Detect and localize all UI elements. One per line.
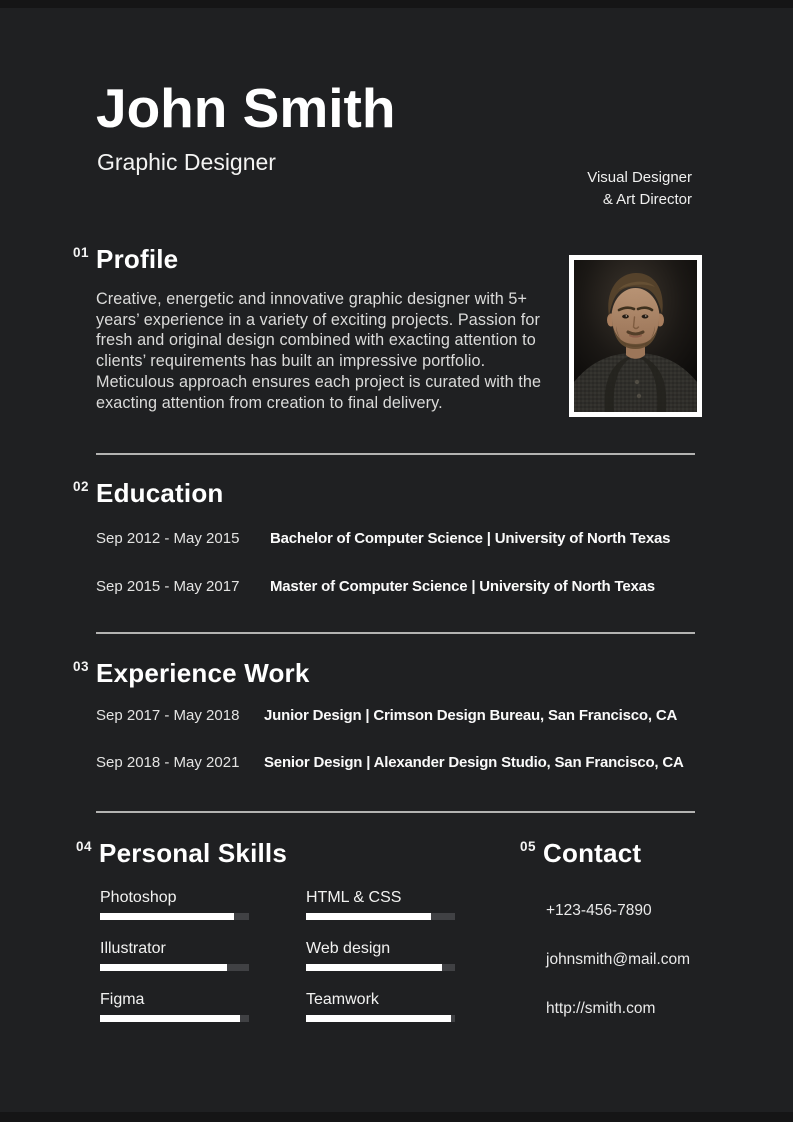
skill-bar-track [100, 1015, 249, 1022]
skill-label: Teamwork [306, 991, 379, 1008]
education-row [96, 577, 670, 596]
skill-item [306, 888, 455, 920]
education-list [96, 529, 670, 625]
section-heading-experience [73, 658, 310, 688]
section-heading-skills [76, 838, 287, 868]
skill-item [100, 990, 249, 1022]
section-heading-contact [520, 838, 641, 868]
person-name: John Smith [96, 77, 396, 139]
section-number: 01 [73, 245, 90, 260]
skill-bar-track [100, 913, 249, 920]
skill-label: Photoshop [100, 889, 177, 906]
skills-column-right [306, 888, 455, 1041]
skill-bar-fill [100, 964, 227, 971]
section-heading-profile [73, 244, 178, 274]
tagline-line-1: Visual Designer [587, 169, 692, 186]
skills-column-left [100, 888, 249, 1041]
profile-photo [569, 255, 702, 417]
experience-row [96, 706, 684, 725]
person-role: Graphic Designer [97, 149, 276, 175]
bottom-border-band [0, 1112, 793, 1122]
skill-bar-track [100, 964, 249, 971]
education-detail: Bachelor of Computer Science | University of North Texas [270, 530, 671, 547]
section-title: Experience Work [96, 658, 310, 688]
tagline-line-2: & Art Director [602, 190, 692, 208]
skill-bar-fill [306, 1015, 451, 1022]
experience-row [96, 753, 684, 772]
experience-dates: Sep 2017 - May 2018 [96, 707, 240, 724]
portrait-illustration [574, 260, 697, 412]
section-number: 04 [76, 839, 93, 854]
skill-bar-fill [306, 964, 442, 971]
section-title: Contact [543, 838, 642, 868]
section-title: Education [96, 478, 224, 508]
education-dates: Sep 2012 - May 2015 [96, 530, 240, 547]
education-row [96, 529, 670, 548]
top-border-band [0, 0, 793, 8]
skill-bar-fill [100, 913, 234, 920]
divider [96, 632, 695, 634]
education-dates: Sep 2015 - May 2017 [96, 578, 240, 595]
skill-bar-track [306, 913, 455, 920]
skill-label: Figma [100, 991, 145, 1008]
section-number: 05 [520, 839, 537, 854]
skill-label: Illustrator [100, 940, 166, 957]
contact-email: johnsmith@mail.com [546, 951, 691, 968]
experience-dates: Sep 2018 - May 2021 [96, 754, 240, 771]
section-number: 03 [73, 659, 90, 674]
skill-item [100, 888, 249, 920]
divider [96, 811, 695, 813]
experience-detail: Senior Design | Alexander Design Studio, San Francisco, CA [264, 754, 684, 771]
experience-list [96, 706, 684, 800]
skills-grid [100, 888, 455, 1041]
tagline [587, 167, 692, 210]
skill-bar-fill [306, 913, 431, 920]
contact-website: http://smith.com [546, 1000, 656, 1017]
skill-bar-fill [100, 1015, 240, 1022]
contact-list [546, 901, 690, 1048]
skill-item [100, 939, 249, 971]
skill-item [306, 990, 455, 1022]
profile-text: Creative, energetic and innovative graphic designer with 5+ years’ experience in a variety of exciting projects. Passion for fresh and original design combined with exacting attention to clients’ requirements has built an impressive portfolio. Meticulous approach ensures each project is curated with the exacting attention from creation to final delivery. [96, 290, 542, 412]
skill-label: Web design [306, 940, 391, 957]
section-heading-education [73, 478, 224, 508]
contact-phone: +123-456-7890 [546, 902, 652, 919]
skill-label: HTML & CSS [306, 889, 402, 906]
skill-bar-track [306, 1015, 455, 1022]
divider [96, 453, 695, 455]
skill-item [306, 939, 455, 971]
section-title: Profile [96, 244, 179, 274]
skill-bar-track [306, 964, 455, 971]
experience-detail: Junior Design | Crimson Design Bureau, San Francisco, CA [264, 707, 678, 724]
education-detail: Master of Computer Science | University of North Texas [270, 578, 655, 595]
section-title: Personal Skills [99, 838, 288, 868]
section-number: 02 [73, 479, 90, 494]
